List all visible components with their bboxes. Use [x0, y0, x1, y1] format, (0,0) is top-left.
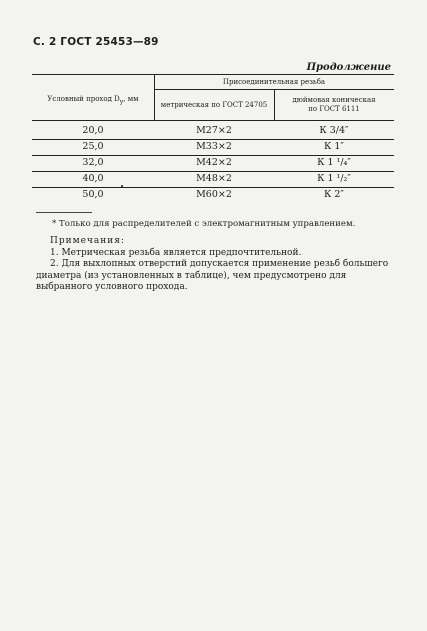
note-item: 2. Для выхлопных отверстий допускается применение резьб большего диаметра (из установленных в таблице), чем предусмотрено для выбранного условного прохода. — [36, 259, 389, 292]
footnote-rule — [36, 212, 92, 213]
col-header-metric: метрическая по ГОСТ 24705 — [160, 101, 268, 109]
note-item: 1. Метрическая резьба является предпочтительной. — [50, 247, 302, 258]
notes-title: Примечания: — [50, 236, 125, 246]
group-header-rule — [154, 89, 394, 90]
col-header-inch-line1: дюймовая коническая — [292, 96, 376, 104]
table-row: 40,0 M48×2 К 1 ¹/₂″ — [32, 171, 394, 187]
col-header-inch-line2: по ГОСТ 6111 — [308, 105, 360, 113]
table-top-rule — [32, 74, 394, 75]
table-row: 32,0 M42×2 К 1 ¹/₄″ — [32, 155, 394, 171]
col-header-connection-thread: Присоединительная резьба — [222, 78, 326, 86]
footnote: * Только для распределителей с электромагнитным управлением. — [52, 219, 356, 229]
continuation-label: Продолжение — [306, 62, 391, 73]
stray-mark: • — [120, 183, 125, 191]
table-row: 50,0 M60×2 К 2″ — [82, 189, 344, 200]
page-header: С. 2 ГОСТ 25453—89 — [33, 36, 159, 48]
table-row: 25,0 M33×2 К 1″ — [32, 139, 394, 155]
table-row: 20,0 M27×2 К 3/4″ — [32, 123, 394, 139]
header-bottom-rule — [32, 120, 394, 121]
col-header-nominal-bore: Условный проход $D_у$, мм — [47, 95, 139, 106]
notes-block — [36, 236, 396, 294]
